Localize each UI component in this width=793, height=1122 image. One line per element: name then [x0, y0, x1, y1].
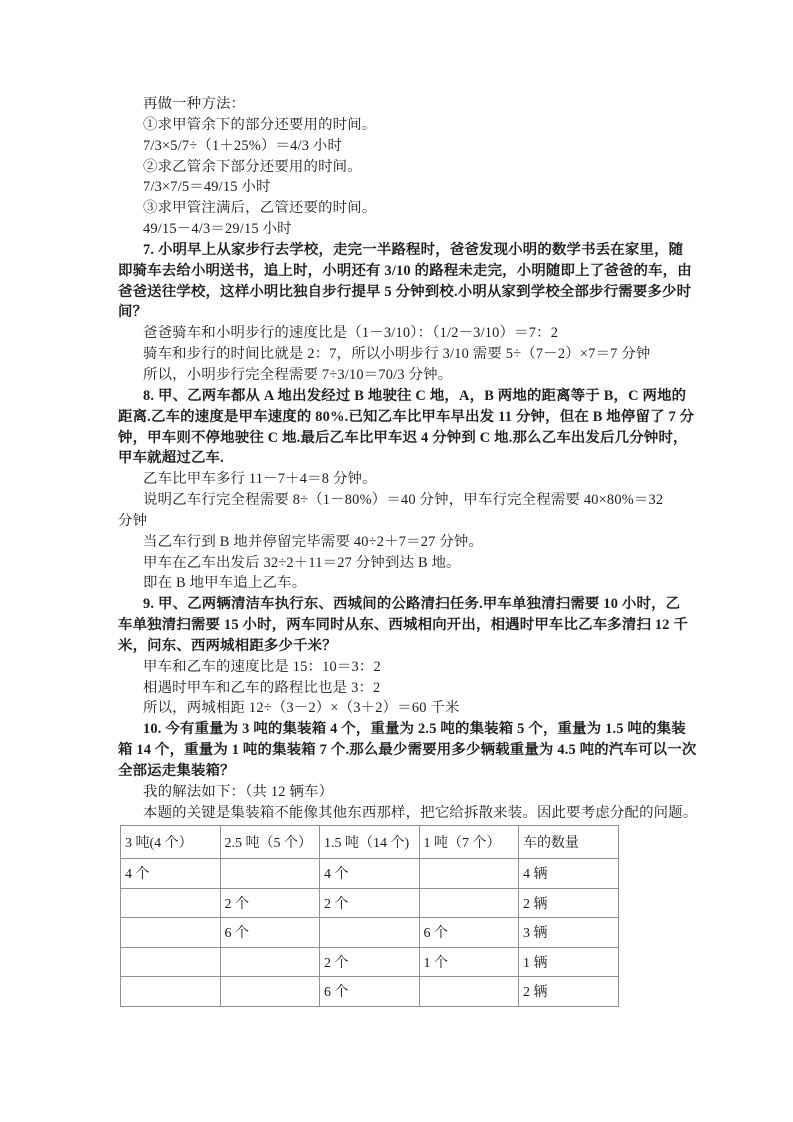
table-cell: 4 个: [121, 859, 221, 889]
text-line: ①求甲管余下的部分还要用的时间。: [143, 116, 377, 133]
text-line: ②求乙管余下部分还要用的时间。: [143, 158, 362, 175]
allocation-table-head: [121, 826, 619, 859]
table-cell: 1 个: [419, 947, 519, 977]
table-cell: [121, 947, 221, 977]
text-line: 间？: [118, 304, 148, 321]
table-cell: [220, 947, 320, 977]
text-line: 即骑车去给小明送书，追上时，小明还有 3/10 的路程未走完，小明随即上了爸爸的车，由: [118, 262, 692, 279]
table-cell: 4 个: [320, 859, 420, 889]
table-cell: [419, 888, 519, 918]
text-line: 米，问东、西两城相距多少千米？: [118, 637, 337, 654]
table-header-cell: 车的数量: [519, 826, 619, 859]
text-line: 车单独清扫需要 15 小时，两车同时从东、西城相向开出，相遇时甲车比乙车多清扫 12 千: [118, 617, 689, 634]
table-cell: 3 辆: [519, 918, 619, 948]
text-line: 9. 甲、乙两辆清洁车执行东、西城间的公路清扫任务.甲车单独清扫需要 10 小时，乙: [143, 596, 681, 613]
table-cell: [220, 977, 320, 1007]
table-header-row: [121, 826, 619, 859]
text-line: 全部运走集装箱？: [118, 763, 235, 779]
text-line: 10. 今有重量为 3 吨的集装箱 4 个，重量为 2.5 吨的集装箱 5 个，重量为 1.5 吨的集装: [143, 721, 686, 738]
text-line: 再做一种方法：: [143, 96, 246, 112]
table-row: [121, 859, 619, 889]
text-line: 所以，两城相距 12÷（3－2）×（3＋2）＝60 千米: [143, 700, 460, 717]
text-line: 钟，甲车则不停地驶往 C 地.最后乙车比甲车迟 4 分钟到 C 地.那么乙车出发后几分钟时，: [118, 429, 688, 446]
document-text-block: [118, 94, 698, 824]
table-cell: 2 个: [220, 888, 320, 918]
text-line: 所以，小明步行完全程需要 7÷3/10＝70/3 分钟。: [143, 366, 453, 383]
text-line: 爸爸送往学校，这样小明比独自步行提早 5 分钟到校.小明从家到学校全部步行需要多少时: [118, 283, 692, 300]
text-line: 本题的关键是集装箱不能像其他东西那样，把它给拆散来装。因此要考虑分配的问题。: [143, 804, 698, 821]
table-cell: 6 个: [220, 918, 320, 948]
text-line: 7/3×7/5＝49/15 小时: [143, 179, 271, 196]
text-line: 骑车和步行的时间比就是 2：7，所以小明步行 3/10 需要 5÷（7－2）×7＝7 分钟: [143, 346, 651, 363]
table-header-cell: 3 吨(4 个）: [121, 826, 221, 859]
table-header-cell: 1 吨（7 个）: [419, 826, 519, 859]
table-cell: 4 辆: [519, 859, 619, 889]
table-row: [121, 888, 619, 918]
table-header-cell: 1.5 吨（14 个): [320, 826, 420, 859]
table-row: [121, 918, 619, 948]
text-line: 甲车就超过乙车.: [118, 450, 224, 467]
text-line: 当乙车行到 B 地并停留完毕需要 40÷2＋7＝27 分钟。: [143, 533, 484, 550]
text-line: 甲车在乙车出发后 32÷2＋11＝27 分钟到达 B 地。: [143, 554, 461, 571]
text-line: 分钟: [118, 512, 148, 529]
table-cell: [320, 918, 420, 948]
table-cell: [419, 977, 519, 1007]
text-line: 相遇时甲车和乙车的路程比也是 3：2: [143, 679, 381, 696]
text-line: 箱 14 个，重量为 1 吨的集装箱 7 个.那么最少需要用多少辆载重量为 4.5 吨的汽车可以一次: [118, 742, 697, 759]
table-cell: [121, 888, 221, 918]
text-line: 49/15－4/3＝29/15 小时: [143, 221, 292, 238]
table-cell: 2 个: [320, 888, 420, 918]
table-cell: 6 个: [320, 977, 420, 1007]
text-line: 8. 甲、乙两车都从 A 地出发经过 B 地驶往 C 地，A，B 两地的距离等于 B，C 两地的: [143, 387, 687, 404]
table-header-cell: 2.5 吨（5 个）: [220, 826, 320, 859]
table-cell: 2 个: [320, 947, 420, 977]
text-line: 即在 B 地甲车追上乙车。: [143, 575, 307, 592]
text-line: 爸爸骑车和小明步行的速度比是（1－3/10）：（1/2－3/10）＝7：2: [143, 325, 559, 342]
table-cell: 2 辆: [519, 888, 619, 918]
text-line: 乙车比甲车多行 11－7＋4＝8 分钟。: [143, 471, 377, 488]
text-line: 7. 小明早上从家步行去学校，走完一半路程时，爸爸发现小明的数学书丢在家里，随: [143, 241, 684, 258]
text-line: 距离.乙车的速度是甲车速度的 80%.已知乙车比甲车早出发 11 分钟，但在 B 地停留了 7 分: [118, 408, 695, 425]
table-cell: [121, 918, 221, 948]
table-row: [121, 977, 619, 1007]
table-cell: [121, 977, 221, 1007]
text-line: ③求甲管注满后，乙管还要的时间。: [143, 200, 377, 217]
table-cell: 2 辆: [519, 977, 619, 1007]
table-cell: [220, 859, 320, 889]
text-line: 我的解法如下：（共 12 辆车）: [143, 783, 334, 800]
allocation-table-body: [121, 859, 619, 1007]
table-cell: 1 辆: [519, 947, 619, 977]
text-line: 7/3×5/7÷（1＋25%）＝4/3 小时: [143, 137, 343, 154]
text-line: 说明乙车行完全程需要 8÷（1－80%）＝40 分钟，甲车行完全程需要 40×80%＝32: [143, 492, 664, 509]
text-line: 甲车和乙车的速度比是 15：10＝3：2: [143, 658, 381, 675]
container-allocation-table: [120, 825, 619, 1007]
table-row: [121, 947, 619, 977]
table-cell: [419, 859, 519, 889]
table-cell: 6 个: [419, 918, 519, 948]
